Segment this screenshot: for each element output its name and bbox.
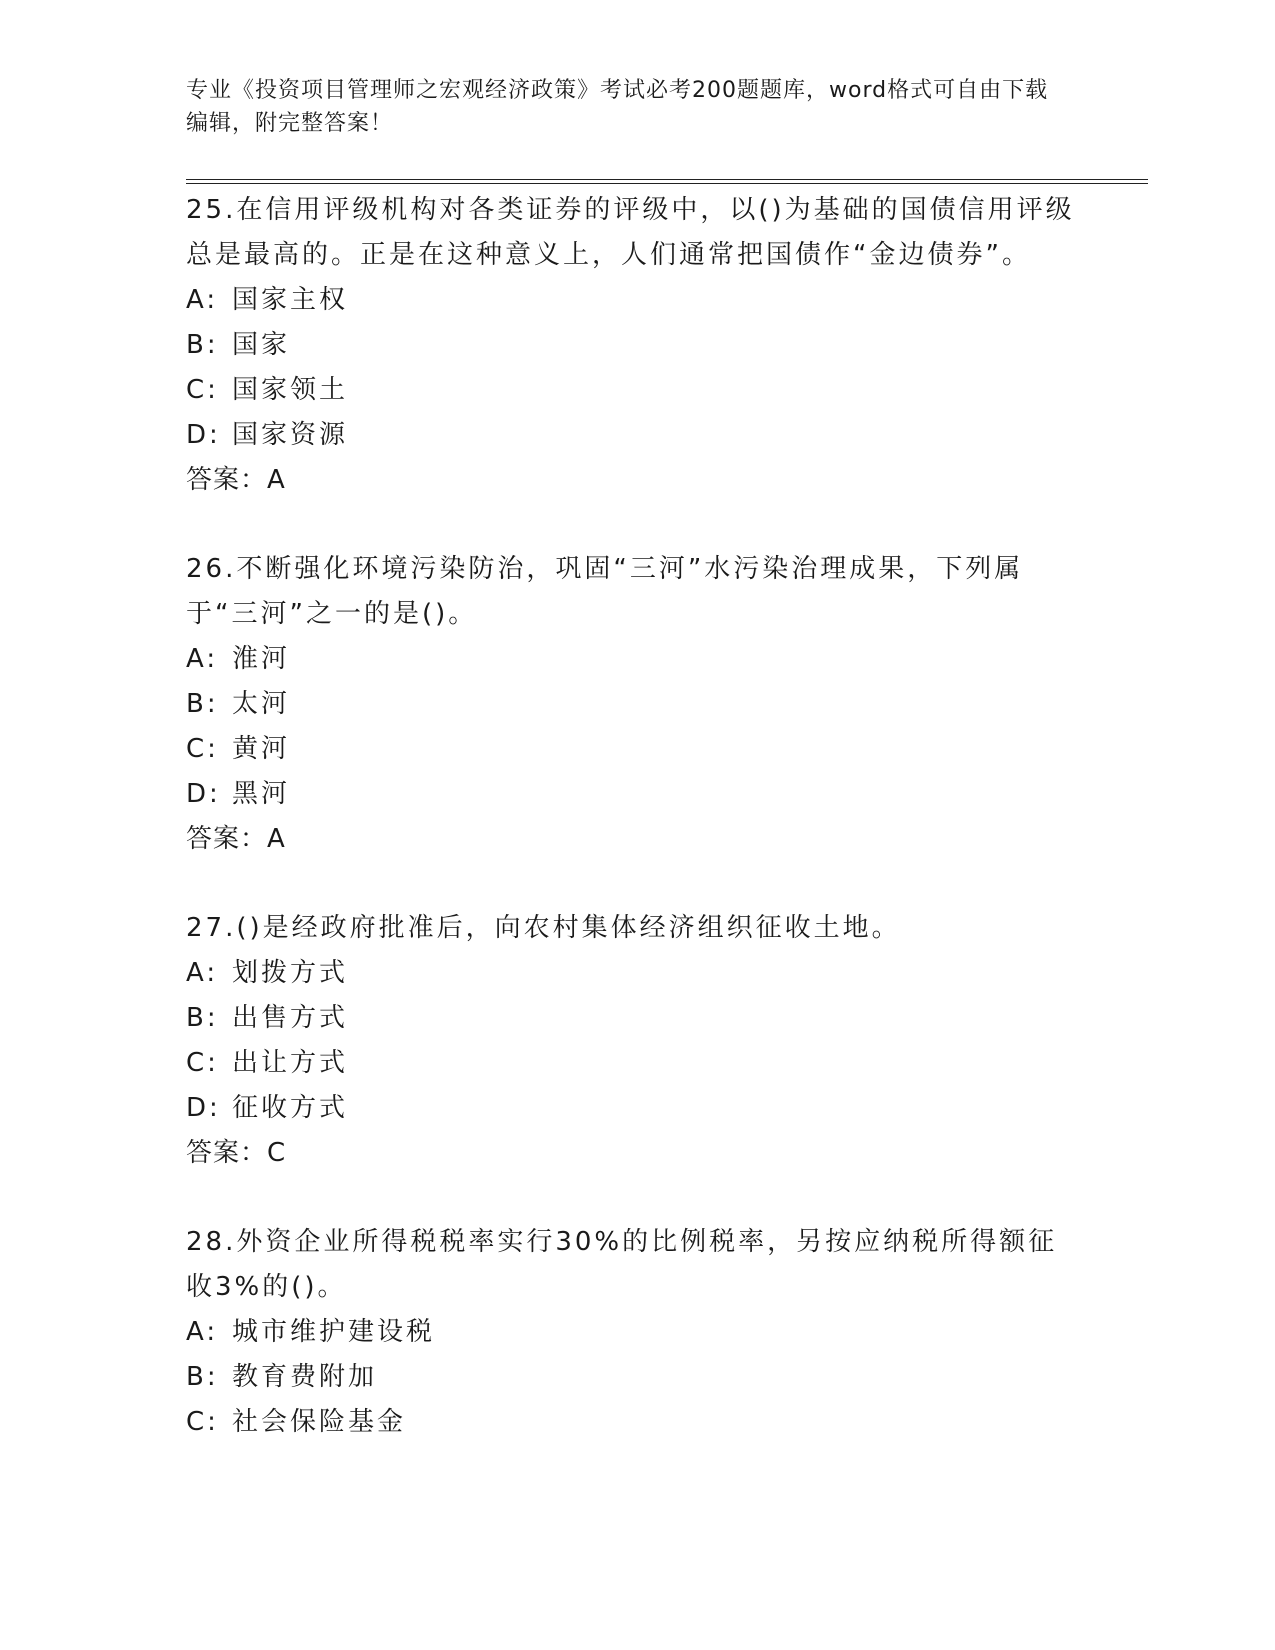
option-text: 城市维护建设税: [232, 1317, 436, 1347]
option-c: [186, 1041, 1086, 1086]
option-text: 划拨方式: [232, 958, 349, 988]
option-key: C:: [186, 375, 219, 405]
option-text: 国家领土: [232, 375, 349, 405]
option-key: B:: [186, 1003, 219, 1033]
option-b: [186, 323, 1086, 368]
answer-line: 答案：A: [186, 824, 286, 854]
option-d: [186, 413, 1086, 458]
option-a: [186, 637, 1086, 682]
question-28: [186, 1220, 1086, 1445]
option-a: [186, 278, 1086, 323]
option-text: 国家主权: [232, 285, 349, 315]
option-c: [186, 727, 1086, 772]
option-key: A:: [186, 1317, 219, 1347]
option-key: D:: [186, 1093, 221, 1123]
option-text: 太河: [232, 689, 291, 719]
option-text: 社会保险基金: [232, 1407, 407, 1437]
question-stem: 27.()是经政府批准后，向农村集体经济组织征收土地。: [186, 913, 901, 943]
question-stem: 25.在信用评级机构对各类证券的评级中，以()为基础的国债信用评级总是最高的。正是在这种意义上，人们通常把国债作“金边债券”。: [186, 195, 1075, 270]
answer-line: 答案：A: [186, 465, 286, 495]
option-key: A:: [186, 644, 219, 674]
option-key: A:: [186, 285, 219, 315]
option-d: [186, 772, 1086, 817]
option-c: [186, 1400, 1086, 1445]
option-key: B:: [186, 689, 219, 719]
question-list: [186, 188, 1086, 1489]
option-key: A:: [186, 958, 219, 988]
option-text: 教育费附加: [232, 1362, 378, 1392]
question-26: [186, 547, 1086, 862]
answer-line: 答案：C: [186, 1138, 287, 1168]
option-key: D:: [186, 420, 221, 450]
option-b: [186, 682, 1086, 727]
option-b: [186, 996, 1086, 1041]
header-divider-top: [186, 179, 1148, 180]
option-key: C:: [186, 1048, 219, 1078]
option-a: [186, 1310, 1086, 1355]
option-text: 黑河: [232, 779, 291, 809]
option-text: 出让方式: [232, 1048, 349, 1078]
option-c: [186, 368, 1086, 413]
option-d: [186, 1086, 1086, 1131]
question-27: [186, 906, 1086, 1176]
question-stem: 26.不断强化环境污染防治，巩固“三河”水污染治理成果，下列属于“三河”之一的是()。: [186, 554, 1024, 629]
header-divider-bottom: [186, 183, 1148, 184]
question-stem: 28.外资企业所得税税率实行30%的比例税率，另按应纳税所得额征收3%的()。: [186, 1227, 1058, 1302]
option-a: [186, 951, 1086, 996]
option-text: 淮河: [232, 644, 291, 674]
option-key: B:: [186, 1362, 219, 1392]
option-key: B:: [186, 330, 219, 360]
question-25: [186, 188, 1086, 503]
option-text: 国家: [232, 330, 291, 360]
option-key: D:: [186, 779, 221, 809]
document-intro: 专业《投资项目管理师之宏观经济政策》考试必考200题题库，word格式可自由下载编辑，附完整答案！: [186, 78, 1049, 136]
option-text: 黄河: [232, 734, 291, 764]
option-text: 征收方式: [232, 1093, 349, 1123]
option-text: 出售方式: [232, 1003, 349, 1033]
option-b: [186, 1355, 1086, 1400]
option-key: C:: [186, 1407, 219, 1437]
option-key: C:: [186, 734, 219, 764]
option-text: 国家资源: [232, 420, 349, 450]
